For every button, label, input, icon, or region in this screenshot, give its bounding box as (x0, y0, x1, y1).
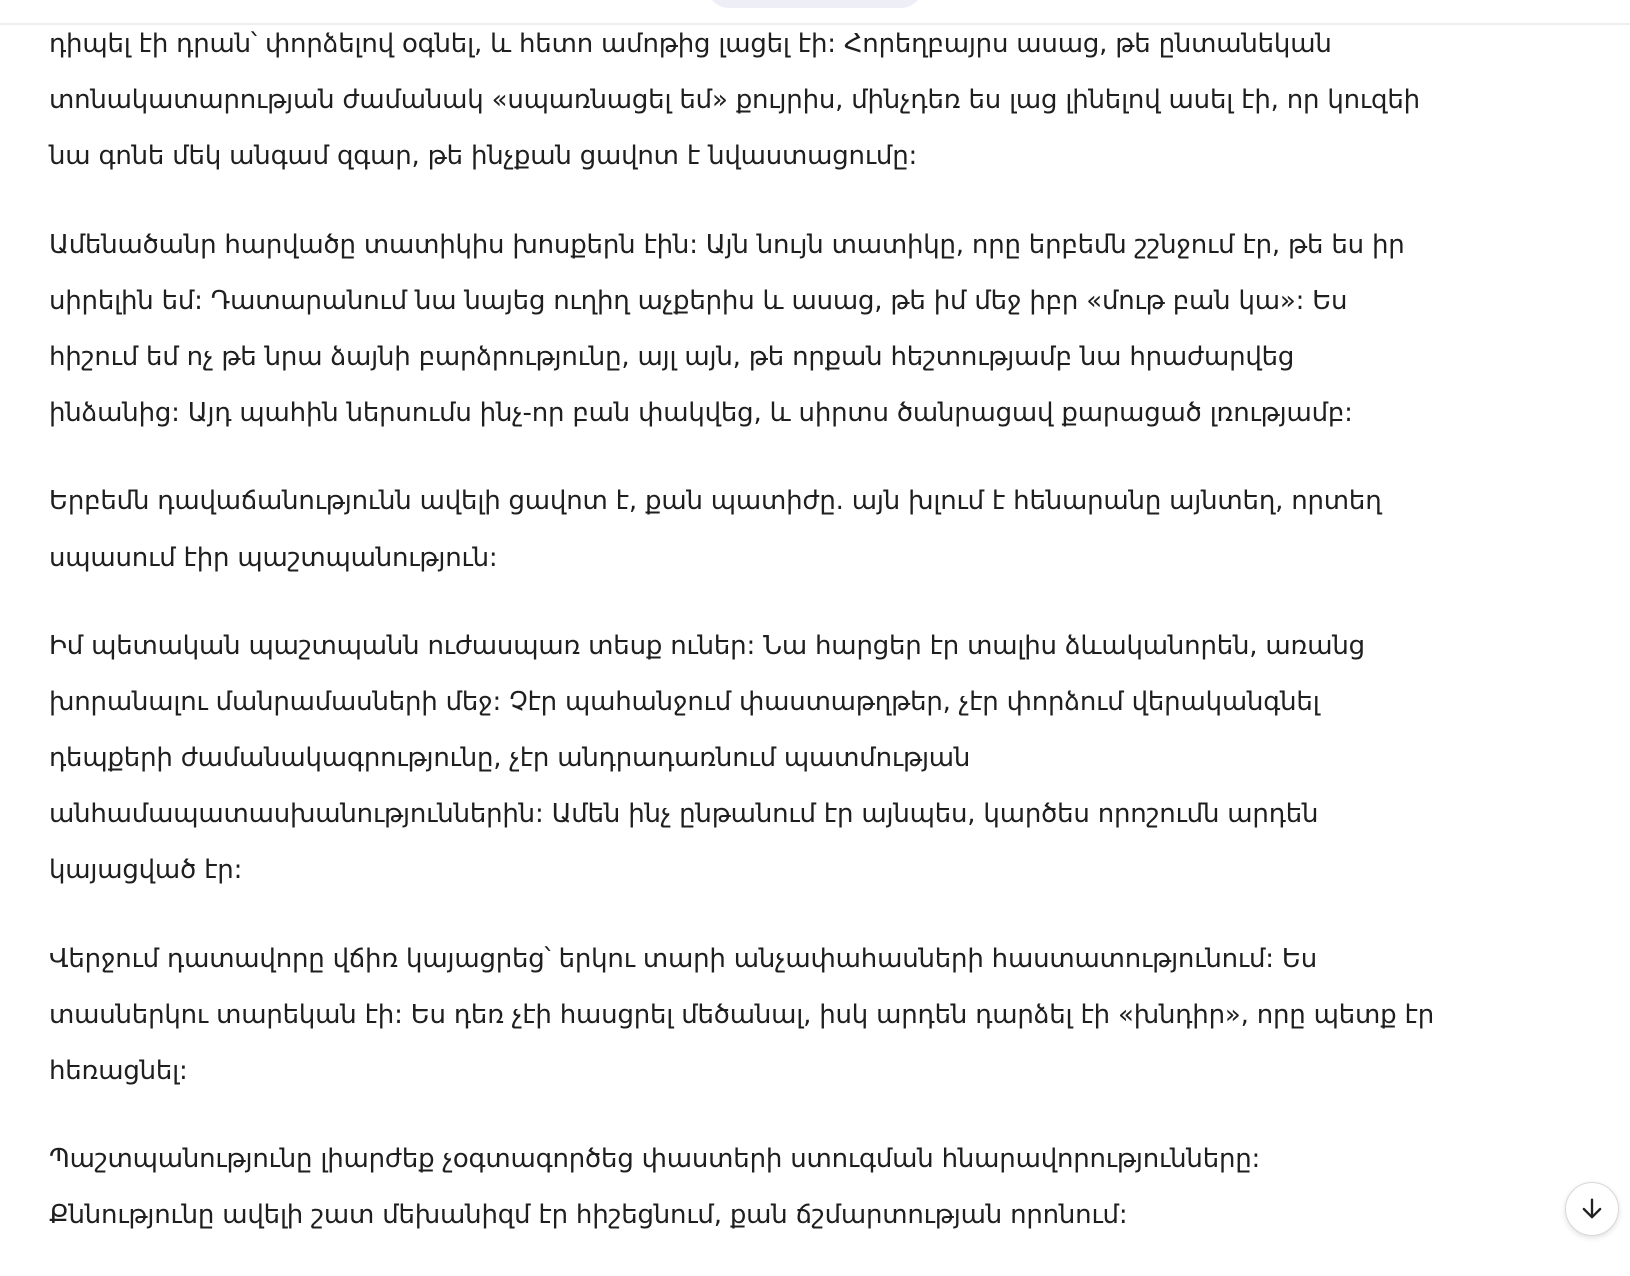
text-line: Պաշտպանությունը լիարժեք չօգտագործեց փաստերի ստուգման հնարավորությունները: (49, 1144, 1261, 1175)
text-line: դիպել էի դրան՝ փորձելով օգնել, և հետո ամոթից լացել էի: Հորեղբայրս ասաց, թե ընտանեկան (49, 29, 1332, 59)
text-line: սպասում էիր պաշտպանություն: (49, 542, 498, 573)
text-line: խորանալու մանրամասների մեջ: Չէր պահանջում փաստաթղթեր, չէր փորձում վերականգնել (49, 686, 1320, 717)
arrow-down-icon (1578, 1195, 1606, 1223)
scroll-to-bottom-button[interactable] (1565, 1182, 1619, 1236)
paragraph (49, 16, 1549, 185)
text-line: Ամենածանր հարվածը տատիկիս խոսքերն էին: Այն նույն տատիկը, որը երբեմն շշնջում էր, թե ես իր (49, 229, 1405, 260)
paragraph (49, 1131, 1549, 1243)
text-line: ինձանից: Այդ պահին ներսումս ինչ-որ բան փակվեց, և սիրտս ծանրացավ քարացած լռությամբ: (49, 398, 1353, 429)
paragraph (49, 473, 1549, 585)
text-line: նա գոնե մեկ անգամ զգար, թե ինչքան ցավոտ է նվաստացումը: (49, 141, 918, 172)
paragraph (49, 618, 1549, 899)
text-line: Երբեմն դավաճանությունն ավելի ցավոտ է, քան պատիժը. այն խլում է հենարանը այնտեղ, որտեղ (49, 486, 1382, 517)
text-line: տոնակատարության ժամանակ «սպառնացել եմ» քույրիս, մինչդեռ ես լաց լինելով ասել էի, որ կուզեի (49, 85, 1420, 116)
text-line: Վերջում դատավորը վճիռ կայացրեց՝ երկու տարի անչափահասների հաստատությունում: Ես (49, 943, 1317, 974)
text-line: սիրելին եմ: Դատարանում նա նայեց ուղիղ աչքերիս և ասաց, թե իմ մեջ իբր «մութ բան կա»: Ես (49, 285, 1348, 316)
top-center-pill[interactable] (707, 0, 923, 8)
text-line: անհամապատասխանություններին: Ամեն ինչ ընթանում էր այնպես, կարծես որոշումն արդեն (49, 799, 1319, 830)
paragraph (49, 217, 1549, 442)
text-line: կայացված էր: (49, 855, 243, 886)
text-line: Իմ պետական պաշտպանն ուժասպառ տեսք ուներ: Նա հարցեր էր տալիս ձևականորեն, առանց (49, 630, 1365, 661)
text-line: հեռացնել: (49, 1056, 188, 1086)
text-line: տասներկու տարեկան էի: Ես դեռ չէի հասցրել մեծանալ, իսկ արդեն դարձել էի «խնդիր», որը պետք էր (49, 999, 1434, 1030)
text-line: Քննությունը ավելի շատ մեխանիզմ էր հիշեցնում, քան ճշմարտության որոնում: (49, 1200, 1128, 1231)
text-line: դեպքերի ժամանակագրությունը, չէր անդրադառնում պատմության (49, 743, 971, 774)
message-content (49, 16, 1549, 1276)
text-line: հիշում եմ ոչ թե նրա ձայնի բարձրությունը, այլ այն, թե որքան հեշտությամբ նա հրաժարվեց (49, 341, 1295, 372)
paragraph (49, 931, 1549, 1100)
